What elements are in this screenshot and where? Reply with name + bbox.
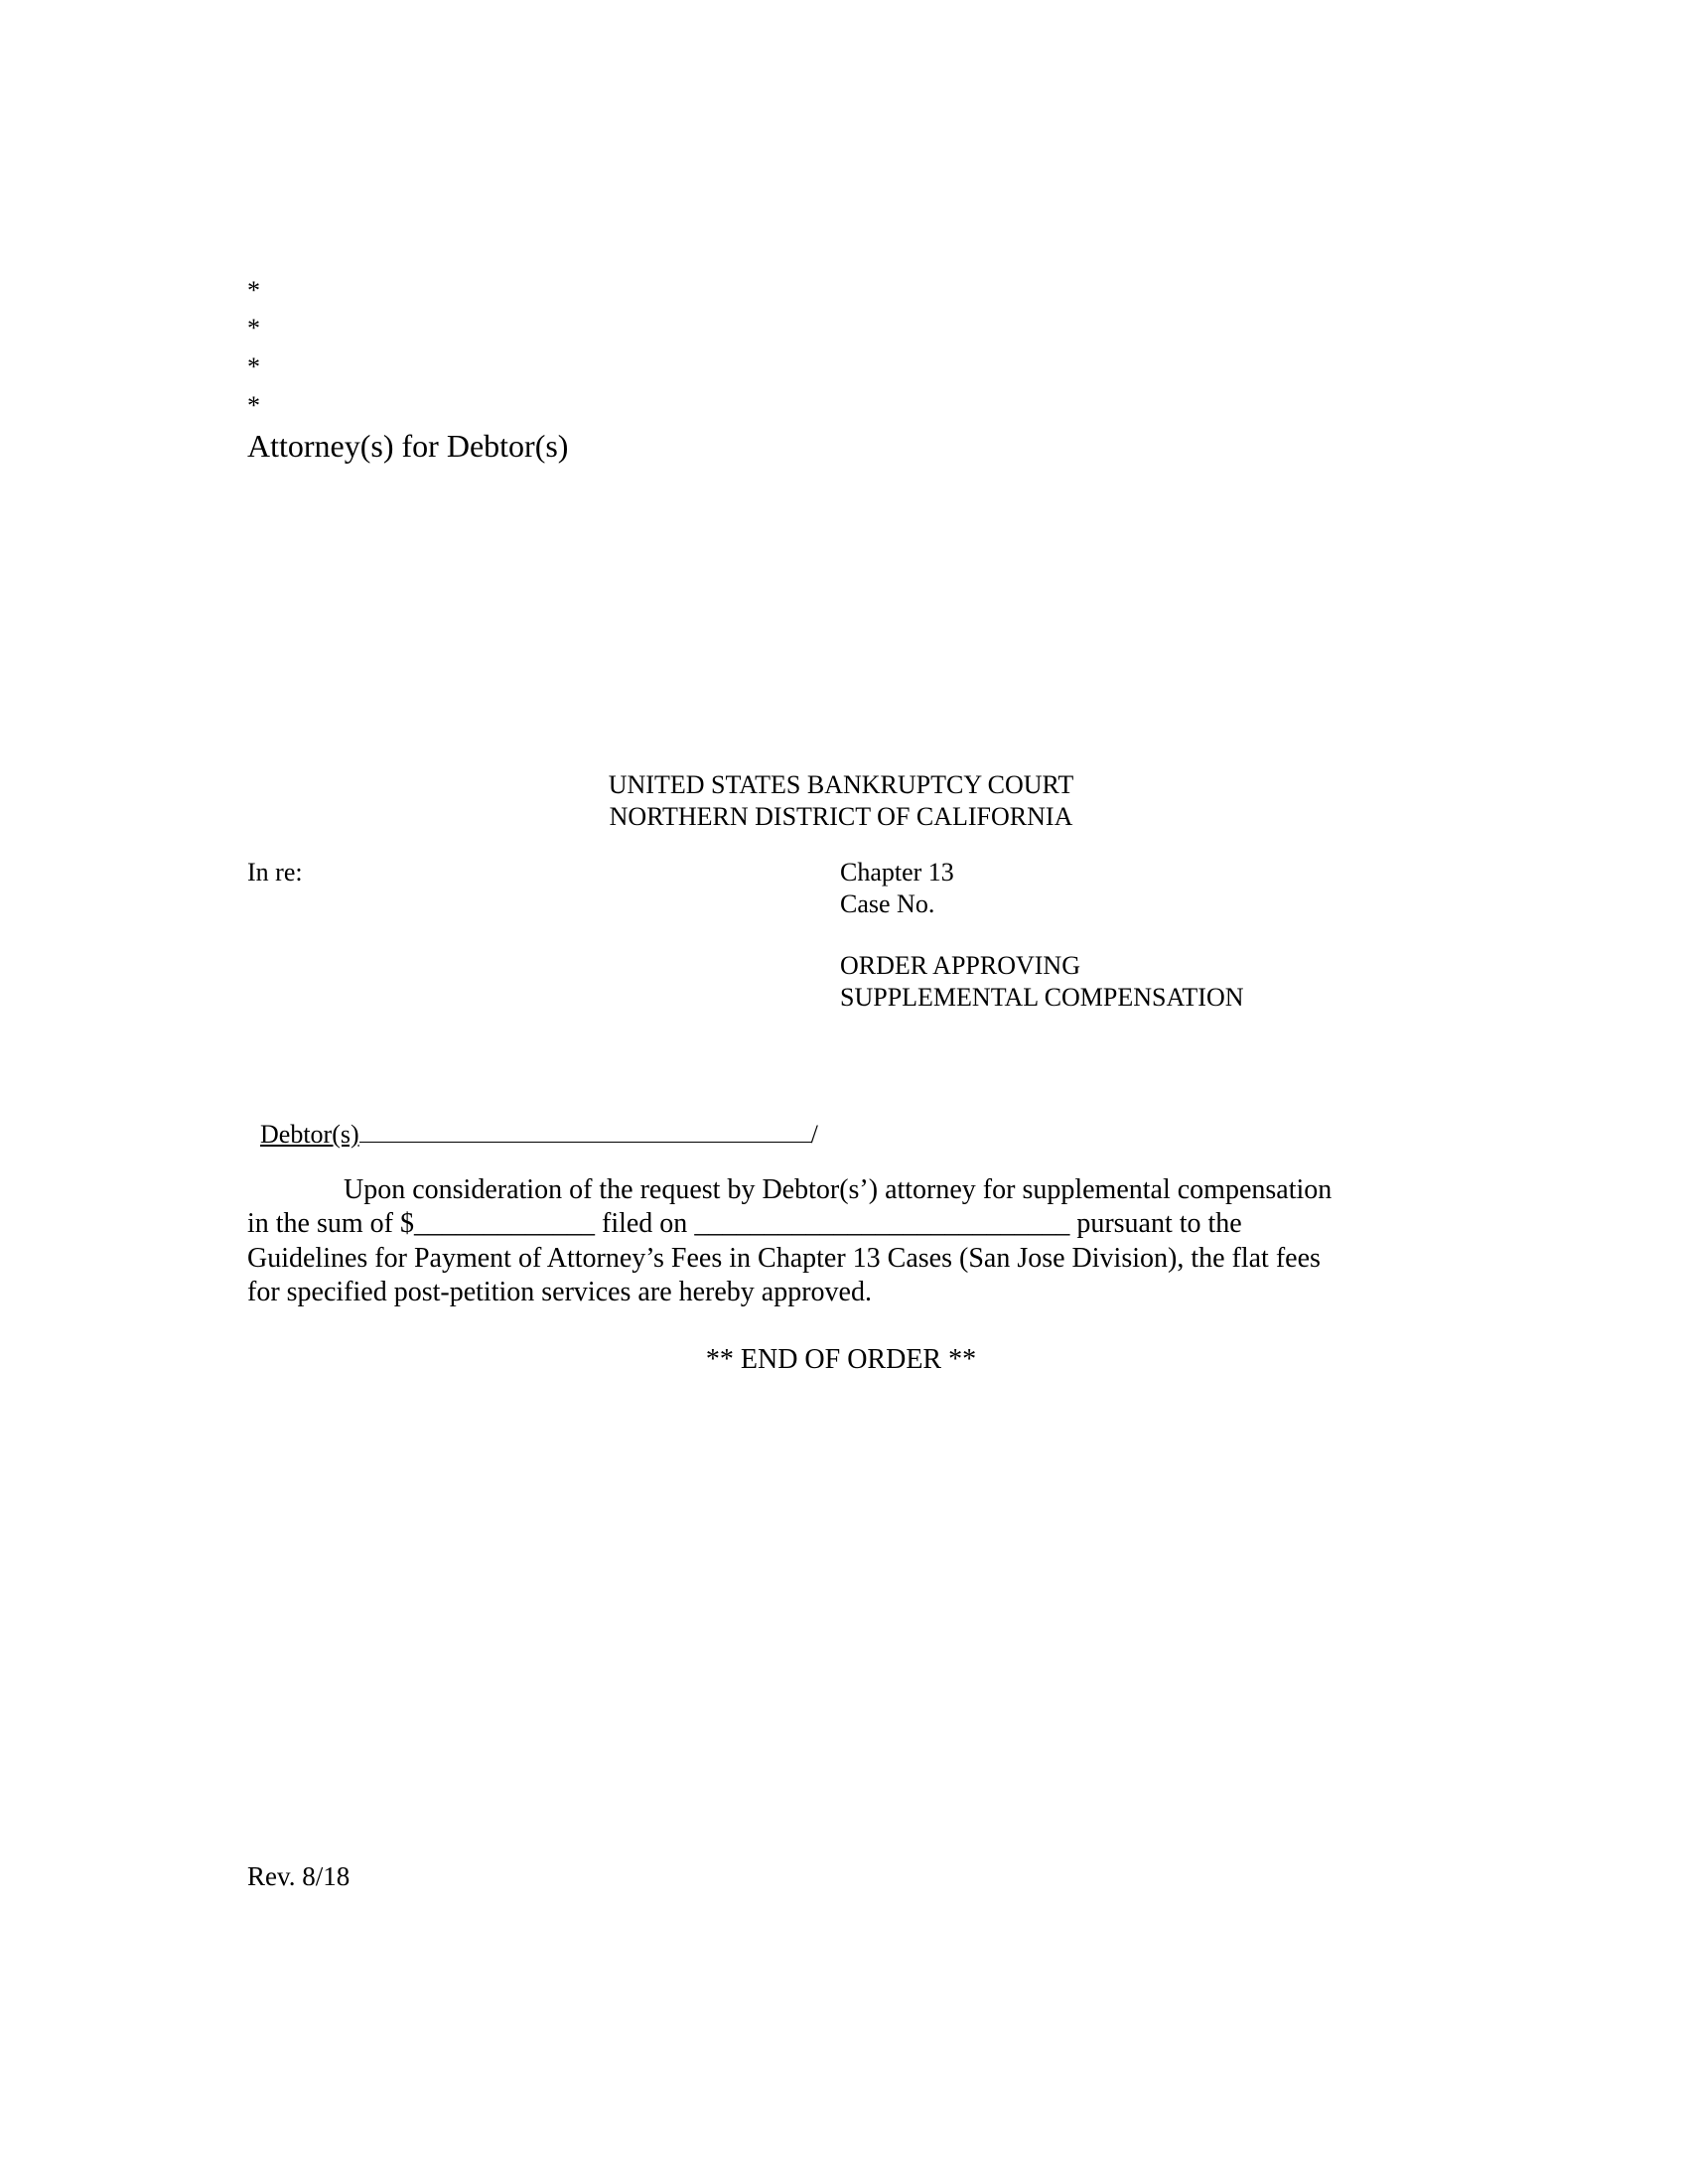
debtors-line — [247, 1094, 818, 1148]
order-title-line2: SUPPLEMENTAL COMPENSATION — [840, 983, 1244, 1012]
pursuant-text: pursuant to the — [1069, 1208, 1242, 1239]
court-name: UNITED STATES BANKRUPTCY COURT — [608, 770, 1074, 799]
chapter-label: Chapter 13 — [840, 858, 954, 887]
body-line-1: Upon consideration of the request by Debtor(s’) attorney for supplemental compensation — [344, 1174, 1333, 1205]
in-re-label: In re: — [247, 858, 303, 887]
sum-prefix: in the sum of $ — [247, 1208, 414, 1239]
attorney-placeholder-3: * — [247, 352, 260, 381]
attorney-label: Attorney(s) for Debtor(s) — [247, 428, 569, 464]
case-number-label: Case No. — [840, 889, 935, 918]
revision-label: Rev. 8/18 — [247, 1861, 351, 1891]
attorney-placeholder-1: * — [247, 276, 260, 305]
body-line-3: Guidelines for Payment of Attorney’s Fees in Chapter 13 Cases (San Jose Division), the flat fees — [247, 1243, 1321, 1274]
debtors-name-blank[interactable] — [359, 1120, 811, 1143]
filed-on-label: filed on — [595, 1208, 695, 1239]
debtors-label: Debtor(s) — [260, 1120, 359, 1149]
order-title-line1: ORDER APPROVING — [840, 951, 1080, 980]
sum-amount-blank[interactable]: _____________ — [414, 1208, 595, 1239]
attorney-placeholder-4: * — [247, 391, 260, 420]
body-line-4: for specified post-petition services are hereby approved. — [247, 1277, 872, 1307]
debtors-slash: / — [810, 1120, 818, 1149]
end-of-order: ** END OF ORDER ** — [705, 1344, 977, 1375]
filed-date-blank[interactable]: ___________________________ — [694, 1208, 1070, 1239]
court-district: NORTHERN DISTRICT OF CALIFORNIA — [609, 802, 1073, 831]
body-line-2 — [247, 1210, 1242, 1238]
attorney-placeholder-2: * — [247, 314, 260, 342]
